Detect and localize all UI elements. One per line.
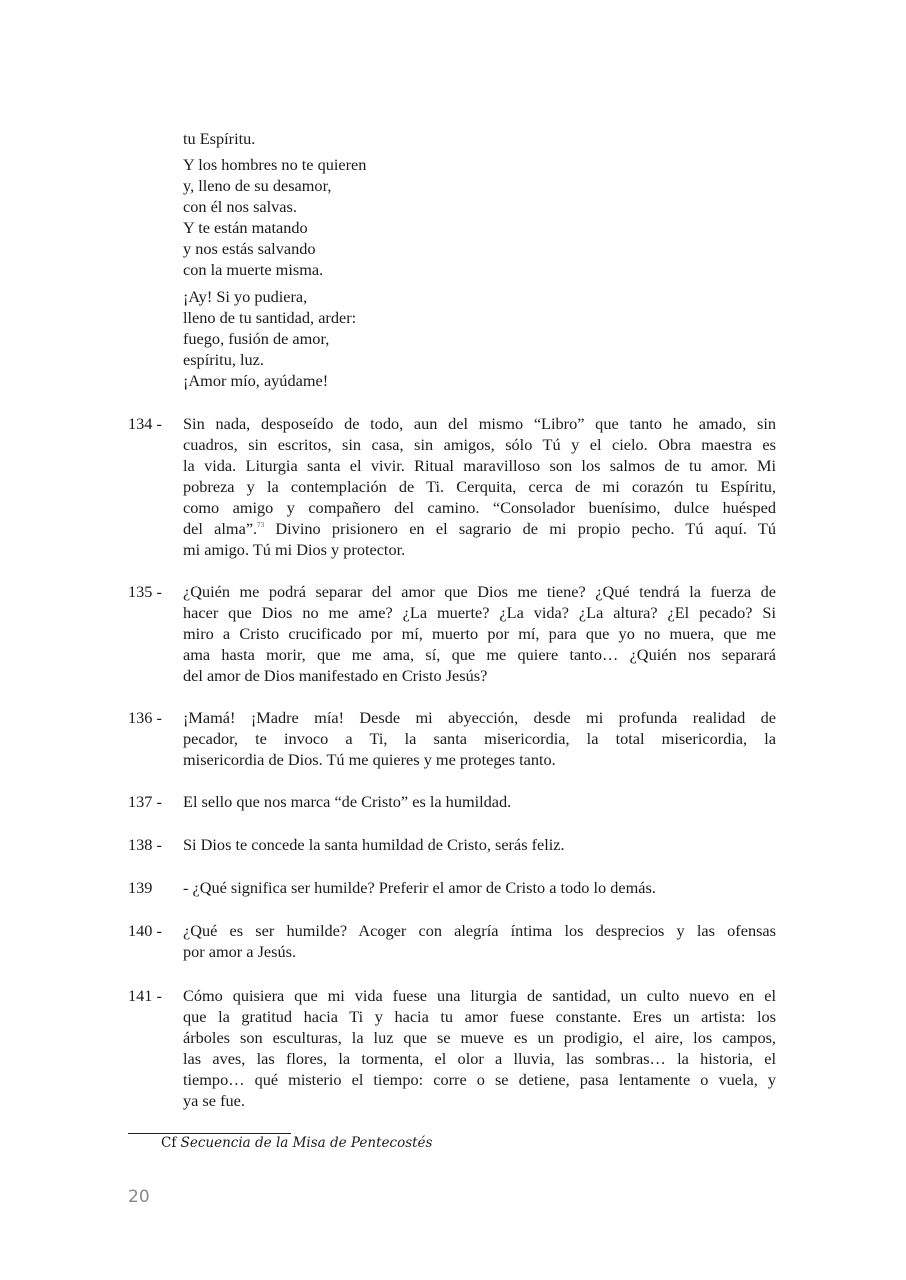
poem-line: ¡Amor mío, ayúdame! [183,371,329,390]
entry-number: 139 [128,878,153,897]
entry-line: hacer que Dios no me ame? ¿La muerte? ¿La vida? ¿La altura? ¿El pecado? Si [183,603,776,622]
entry-line: Si Dios te concede la santa humildad de Cristo, serás feliz. [183,835,565,854]
entry-line: ama hasta morir, que me ama, sí, que me quiere tanto… ¿Quién nos separará [183,645,776,664]
entry-line: pecador, te invoco a Ti, la santa misericordia, la total misericordia, la [183,729,776,748]
entry-line: - ¿Qué significa ser humilde? Preferir el amor de Cristo a todo lo demás. [183,878,656,897]
entry-line: tiempo… qué misterio el tiempo: corre o se detiene, pasa lentamente o vuela, y [183,1070,776,1089]
entry-line: las aves, las flores, la tormenta, el olor a lluvia, las sombras… la historia, el [183,1049,776,1068]
entry-line: ya se fue. [183,1091,245,1110]
poem-line: con él nos salvas. [183,197,297,216]
entry-line: cuadros, sin escritos, sin casa, sin amigos, sólo Tú y el cielo. Obra maestra es [183,435,776,454]
poem-line: Y te están matando [183,218,308,237]
entry-line: Cómo quisiera que mi vida fuese una liturgia de santidad, un culto nuevo en el [183,986,776,1005]
entry-line: del alma”.$^{73}$ Divino prisionero en el sagrario de mi propio pecho. Tú aquí. Tú [183,519,776,538]
entry-line: El sello que nos marca “de Cristo” es la humildad. [183,792,512,811]
entry-line: del amor de Dios manifestado en Cristo Jesús? [183,666,488,685]
entry-line: como amigo y compañero del camino. “Consolador buenísimo, dulce huésped [183,498,776,517]
page-number: 20 [128,1187,150,1207]
poem-line: y, lleno de su desamor, [183,176,332,195]
poem-line: lleno de tu santidad, arder: [183,308,357,327]
entry-line: ¡Mamá! ¡Madre mía! Desde mi abyección, desde mi profunda realidad de [183,708,776,727]
entry-number: 138 - [128,835,162,854]
entry-line: mi amigo. Tú mi Dios y protector. [183,540,406,559]
entry-line: ¿Qué es ser humilde? Acoger con alegría íntima los desprecios y las ofensas [183,921,776,940]
entry-number: 140 - [128,921,162,940]
entry-line: por amor a Jesús. [183,942,297,961]
entry-line: Sin nada, desposeído de todo, aun del mismo “Libro” que tanto he amado, sin [183,414,776,433]
entry-number: 134 - [128,414,162,433]
entry-line: miro a Cristo crucificado por mí, muerto por mí, para que yo no muera, que me [183,624,776,643]
entry-line: pobreza y la contemplación de Ti. Cerquita, cerca de mi corazón tu Espíritu, [183,477,776,496]
entry-line: que la gratitud hacia Ti y hacia tu amor fuese constante. Eres un artista: los [183,1007,776,1026]
poem-line: fuego, fusión de amor, [183,329,330,348]
entry-number: 141 - [128,986,162,1005]
entry-number: 135 - [128,582,162,601]
entry-number: 136 - [128,708,162,727]
poem-line: espíritu, luz. [183,350,264,369]
poem-line: con la muerte misma. [183,260,324,279]
entry-line: árboles son esculturas, la luz que se mueve es un prodigio, el aire, los campos, [183,1028,776,1047]
poem-line: Y los hombres no te quieren [183,155,367,174]
poem-line: tu Espíritu. [183,129,256,148]
footnote-prefix: Cf [161,1135,177,1151]
entry-number: 137 - [128,792,162,811]
footnote-title: Secuencia de la Misa de Pentecostés [180,1135,433,1151]
entry-line: la vida. Liturgia santa el vivir. Ritual maravilloso son los salmos de tu amor. Mi [183,456,776,475]
footnote-reference: 73 [257,521,265,529]
footnote [161,1134,432,1152]
poem-line: y nos estás salvando [183,239,316,258]
poem-line: ¡Ay! Si yo pudiera, [183,287,308,306]
entry-line: ¿Quién me podrá separar del amor que Dios me tiene? ¿Qué tendrá la fuerza de [183,582,776,601]
entry-line: misericordia de Dios. Tú me quieres y me proteges tanto. [183,750,556,769]
